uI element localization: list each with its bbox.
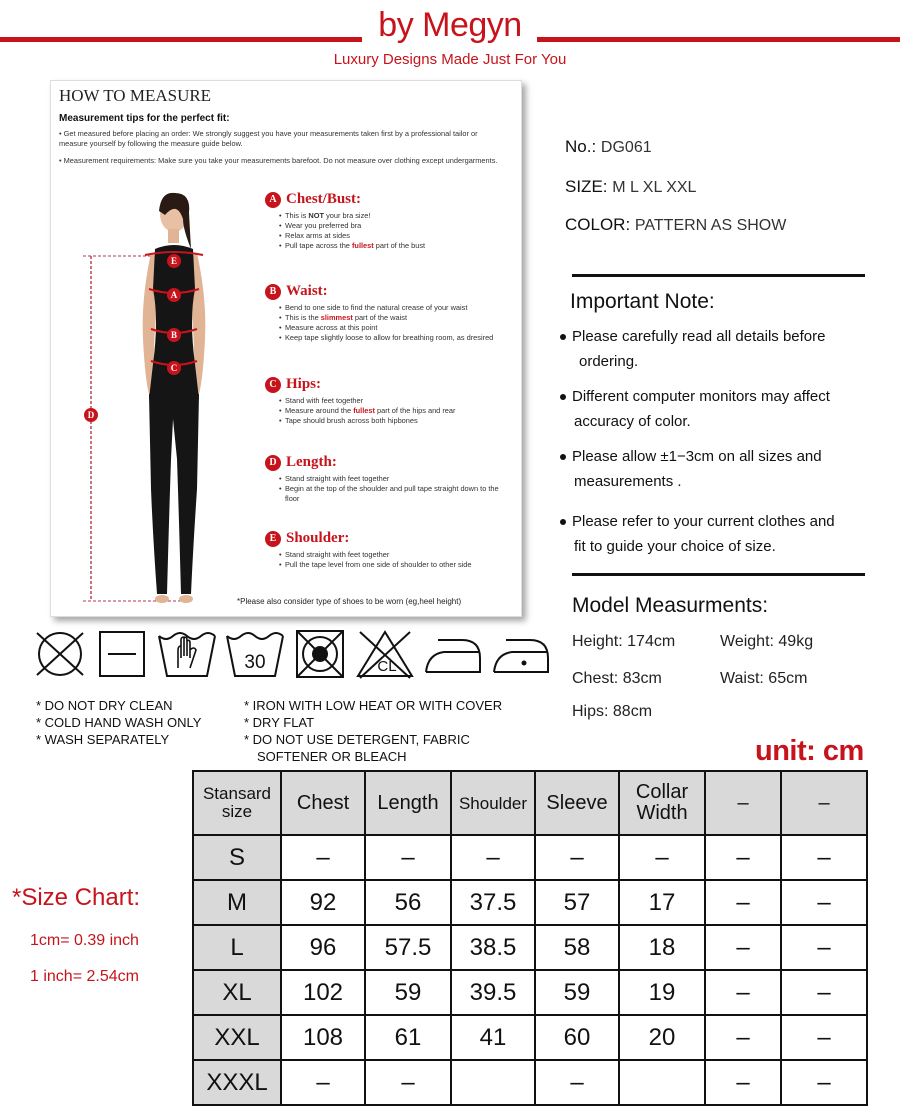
measurement-cell: 108 (281, 1015, 365, 1060)
column-header (281, 771, 365, 835)
column-header-text: Stansard (202, 784, 272, 803)
note-item-3 (560, 444, 880, 494)
section-title: Hips: (286, 376, 322, 392)
column-header (781, 771, 867, 835)
measurement-cell: 57 (535, 880, 619, 925)
measurement-cell: 57.5 (365, 925, 451, 970)
column-header-text: – (818, 791, 830, 814)
table-row (193, 880, 867, 925)
model-measurements-title: Model Measurments: (572, 594, 769, 617)
measurement-cell: 96 (281, 925, 365, 970)
figure-label-e: E (170, 256, 178, 266)
measure-tip-2: • Measurement requirements: Make sure you take your measurements barefoot. Do not measure over clothing except undergarments. (59, 156, 498, 165)
card-subtitle: Measurement tips for the perfect fit: (59, 113, 230, 124)
bullet-icon (560, 334, 566, 340)
table-row (193, 970, 867, 1015)
brand-logo: by Megyn (378, 6, 522, 44)
care-line: SOFTENER OR BLEACH (257, 749, 407, 764)
measurement-cell: – (365, 1060, 451, 1105)
product-color-value: PATTERN AS SHOW (634, 217, 787, 234)
product-size (565, 177, 696, 197)
how-to-measure-card (50, 80, 522, 617)
measurement-cell: – (781, 1060, 867, 1105)
measurement-cell: – (705, 880, 781, 925)
note-item-1 (560, 324, 880, 374)
measurement-cell: – (281, 835, 365, 880)
measurement-cell: 58 (535, 925, 619, 970)
section-badge-e: E (265, 531, 281, 547)
section-shoulder (265, 530, 472, 570)
measurement-cell: – (705, 1060, 781, 1105)
note-item-4 (560, 509, 880, 559)
model-figure (79, 189, 249, 609)
model-weight: Weight: 49kg (720, 633, 814, 650)
measurement-cell: 19 (619, 970, 705, 1015)
model-waist: Waist: 65cm (720, 670, 808, 687)
measurement-cell: – (781, 970, 867, 1015)
measurement-cell: 92 (281, 880, 365, 925)
waist-tip-3: • Measure across at this point (279, 323, 493, 333)
divider-top (572, 274, 865, 277)
column-header-text: – (737, 791, 749, 814)
no-chlorine-bleach-icon (354, 628, 416, 680)
column-header (193, 771, 281, 835)
unit-label: unit: cm (755, 735, 864, 767)
measurement-cell: – (781, 835, 867, 880)
table-row (193, 1060, 867, 1105)
column-header-text: Width (636, 802, 688, 824)
wash-temp-label: 30 (244, 652, 266, 673)
iron-icon (422, 628, 484, 680)
size-cell: XXXL (193, 1060, 281, 1105)
column-header (365, 771, 451, 835)
product-size-value: M L XL XXL (612, 179, 697, 196)
care-line: * DO NOT USE DETERGENT, FABRIC (244, 732, 470, 747)
care-instructions-right (244, 697, 502, 765)
card-title: HOW TO MEASURE (59, 86, 212, 105)
product-color (565, 215, 786, 235)
note-text: ordering. (579, 353, 639, 370)
measurement-cell: – (451, 835, 535, 880)
note-item-2 (560, 384, 880, 434)
measurement-cell: – (535, 1060, 619, 1105)
care-line: * WASH SEPARATELY (36, 732, 170, 747)
measurement-cell: 39.5 (451, 970, 535, 1015)
section-badge-b: B (265, 284, 281, 300)
measurement-cell (619, 1060, 705, 1105)
section-length (265, 454, 505, 504)
care-instructions-left (36, 697, 201, 748)
measurement-cell: – (705, 835, 781, 880)
measurement-cell: – (281, 1060, 365, 1105)
measurement-cell: 41 (451, 1015, 535, 1060)
column-header-text: size (221, 802, 253, 821)
measurement-cell: 18 (619, 925, 705, 970)
measurement-cell: 61 (365, 1015, 451, 1060)
section-badge-a: A (265, 192, 281, 208)
size-chart-title: *Size Chart: (12, 884, 141, 911)
size-cell: S (193, 835, 281, 880)
care-line: * COLD HAND WASH ONLY (36, 715, 202, 730)
note-text: Please allow ±1−3cm on all sizes and (572, 448, 822, 465)
conversion-cm-inch: 1cm= 0.39 inch (30, 932, 139, 949)
column-header-text: Shoulder (458, 793, 528, 813)
measurement-cell: 59 (365, 970, 451, 1015)
wash-30-icon (224, 628, 286, 680)
section-chest (265, 191, 425, 251)
measurement-cell: 60 (535, 1015, 619, 1060)
important-note-title: Important Note: (570, 290, 715, 313)
measurement-cell (451, 1060, 535, 1105)
figure-label-d: D (87, 410, 95, 420)
bullet-icon (560, 454, 566, 460)
no-dry-clean-icon (32, 628, 88, 680)
product-size-label: SIZE: (565, 177, 608, 196)
measurement-cell: 37.5 (451, 880, 535, 925)
product-number-value: DG061 (600, 139, 652, 156)
size-table (192, 770, 868, 1106)
product-number-label: No.: (565, 137, 597, 156)
column-header (535, 771, 619, 835)
note-text: Different computer monitors may affect (572, 388, 830, 405)
size-cell: M (193, 880, 281, 925)
waist-tip-4: • Keep tape slightly loose to allow for breathing room, as dresired (279, 333, 493, 343)
dry-flat-icon (94, 628, 150, 680)
length-tip-1: • Stand straight with feet together (279, 474, 505, 484)
measurement-cell: – (619, 835, 705, 880)
note-text: Please carefully read all details before (572, 328, 826, 345)
figure-label-c: C (170, 363, 178, 373)
care-icons-row (32, 628, 552, 680)
size-cell: XXL (193, 1015, 281, 1060)
note-text: fit to guide your choice of size. (574, 538, 776, 555)
size-cell: XL (193, 970, 281, 1015)
measurement-cell: 56 (365, 880, 451, 925)
measurement-cell: 59 (535, 970, 619, 1015)
measurement-cell: – (781, 925, 867, 970)
card-footnote: *Please also consider type of shoes to be worn (eg,heel height) (237, 597, 462, 606)
care-line: * DRY FLAT (244, 715, 315, 730)
measurement-cell: 20 (619, 1015, 705, 1060)
chest-tip-4: • Pull tape across the fullest part of the bust (279, 241, 425, 251)
note-text: accuracy of color. (574, 413, 691, 430)
measure-tip-1: • Get measured before placing an order: We strongly suggest you have your measurements taken first by a professional tailor or measure yourself by following the measure guide below. (59, 129, 478, 148)
table-row (193, 1015, 867, 1060)
shoulder-tip-1: • Stand straight with feet together (279, 550, 472, 560)
figure-label-b: B (170, 330, 178, 340)
chest-tip-1: • This is NOT your bra size! (279, 211, 425, 221)
section-badge-d: D (265, 455, 281, 471)
measurement-cell: – (535, 835, 619, 880)
conversion-inch-cm: 1 inch= 2.54cm (30, 968, 139, 985)
iron-low-heat-icon (490, 628, 552, 680)
column-header-text: Chest (296, 791, 350, 814)
waist-tip-2: • This is the slimmest part of the waist (279, 313, 493, 323)
column-header (619, 771, 705, 835)
chest-tip-2: • Wear you preferred bra (279, 221, 425, 231)
measurement-cell: – (705, 925, 781, 970)
waist-tip-1: • Bend to one side to find the natural crease of your waist (279, 303, 493, 313)
table-row (193, 835, 867, 880)
figure-label-a: A (170, 290, 178, 300)
measurement-cell: – (365, 835, 451, 880)
measurement-cell: – (781, 1015, 867, 1060)
divider-bottom (572, 573, 865, 576)
hand-wash-icon (156, 628, 218, 680)
column-header (705, 771, 781, 835)
model-chest: Chest: 83cm (572, 670, 662, 687)
table-row (193, 925, 867, 970)
care-line: * IRON WITH LOW HEAT OR WITH COVER (244, 698, 503, 713)
model-hips: Hips: 88cm (572, 703, 653, 720)
brand-tagline: Luxury Designs Made Just For You (333, 51, 567, 68)
bullet-icon (560, 394, 566, 400)
section-title: Waist: (286, 283, 328, 299)
product-number (565, 137, 652, 157)
product-color-label: COLOR: (565, 215, 631, 234)
column-header (451, 771, 535, 835)
section-title: Length: (286, 454, 337, 470)
hips-tip-3: • Tape should brush across both hipbones (279, 416, 456, 426)
bleach-label: CL (377, 658, 397, 675)
no-tumble-dry-icon (292, 628, 348, 680)
section-hips (265, 376, 456, 426)
size-cell: L (193, 925, 281, 970)
shoulder-tip-2: • Pull the tape level from one side of shoulder to other side (279, 560, 472, 570)
note-text: Please refer to your current clothes and (572, 513, 835, 530)
hips-tip-1: • Stand with feet together (279, 396, 456, 406)
column-header-text: Sleeve (546, 791, 608, 814)
column-header-text: Length (377, 791, 439, 814)
section-badge-c: C (265, 377, 281, 393)
section-waist (265, 283, 493, 343)
hips-tip-2: • Measure around the fullest part of the hips and rear (279, 406, 456, 416)
bullet-icon (560, 519, 566, 525)
measurement-cell: 102 (281, 970, 365, 1015)
measurement-cell: – (705, 1015, 781, 1060)
chest-tip-3: • Relax arms at sides (279, 231, 425, 241)
length-tip-2: • Begin at the top of the shoulder and pull tape straight down to the floor (279, 484, 505, 504)
section-title: Chest/Bust: (286, 191, 362, 207)
section-title: Shoulder: (286, 530, 350, 546)
measurement-cell: 38.5 (451, 925, 535, 970)
size-table-header (193, 771, 867, 835)
note-text: measurements . (574, 473, 682, 490)
measurement-cell: – (781, 880, 867, 925)
measurement-cell: 17 (619, 880, 705, 925)
column-header-text: Collar (635, 781, 689, 803)
model-height: Height: 174cm (572, 633, 676, 650)
measurement-cell: – (705, 970, 781, 1015)
care-line: * DO NOT DRY CLEAN (36, 698, 173, 713)
